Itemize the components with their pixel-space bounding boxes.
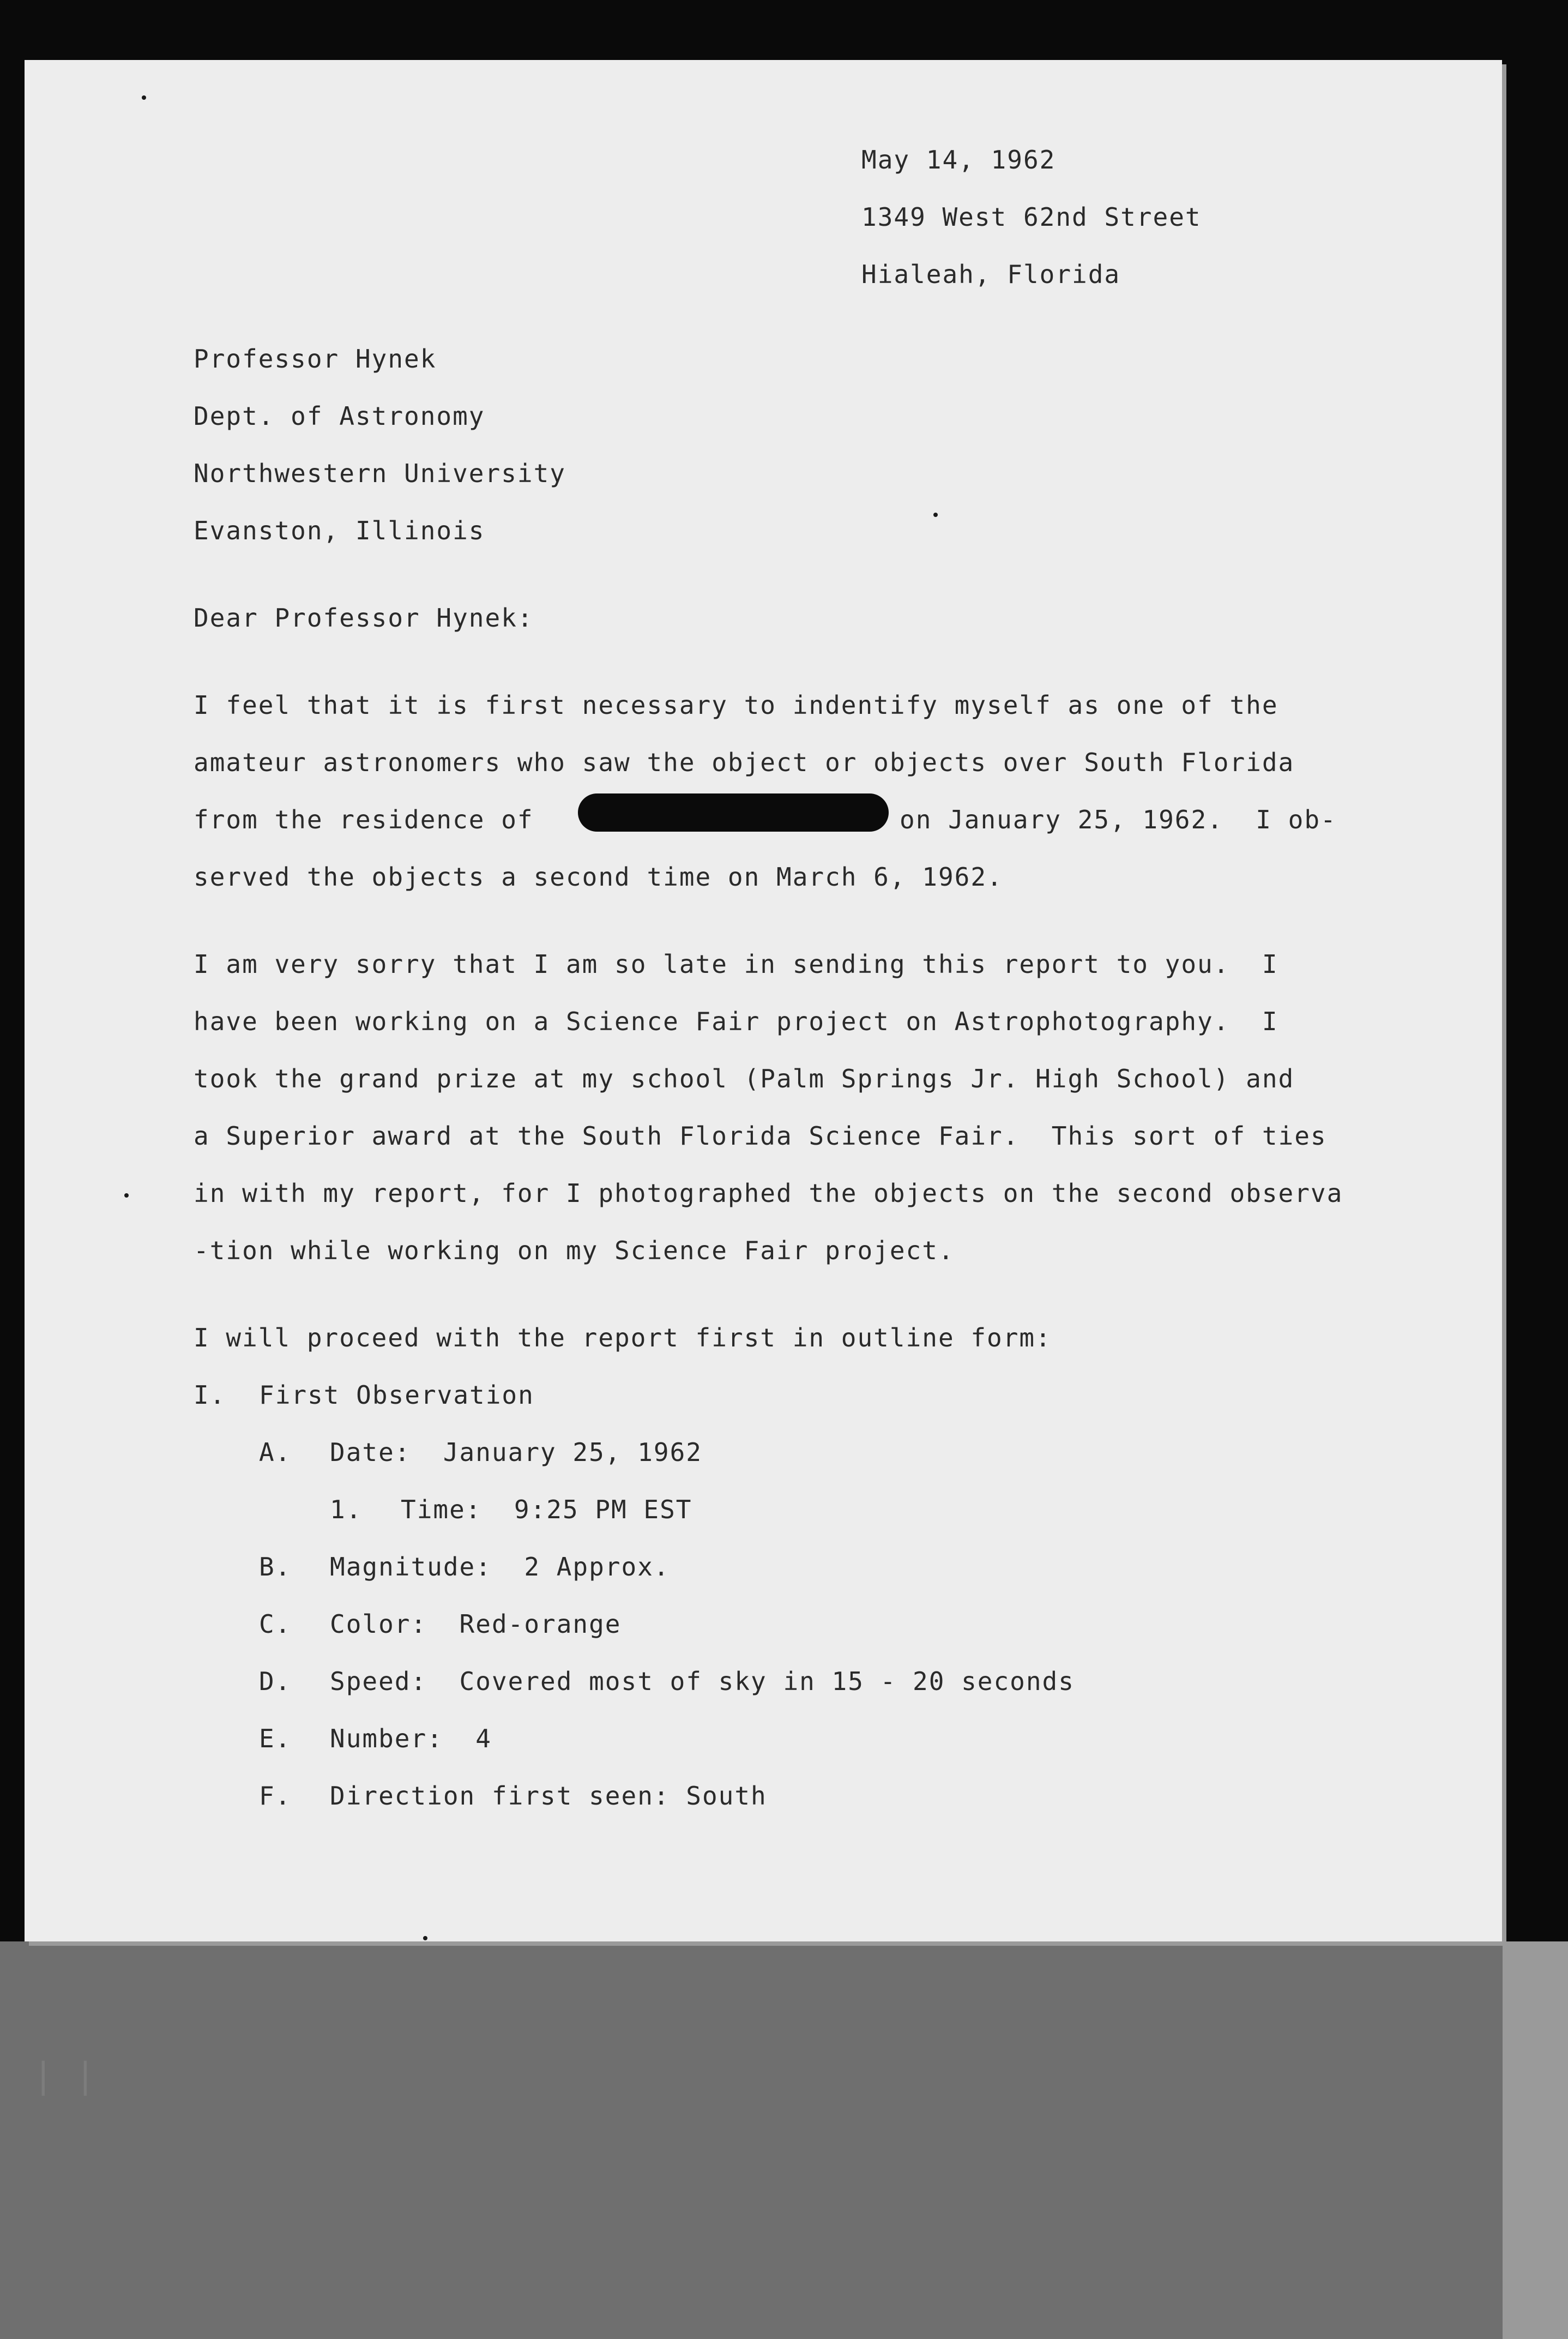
mounting-board-edge [1503, 1941, 1568, 2339]
recipient-city: Evanston, Illinois [194, 516, 485, 545]
paragraph-line: I am very sorry that I am so late in sending this report to you. I [194, 949, 1278, 979]
paragraph-line: took the grand prize at my school (Palm Springs Jr. High School) and [194, 1064, 1295, 1093]
paragraph-line: from the residence of [194, 805, 534, 834]
outline-intro: I will proceed with the report first in outline form: [194, 1323, 1052, 1352]
mounting-board [0, 1941, 1568, 2339]
paragraph-line: -tion while working on my Science Fair project. [194, 1236, 955, 1265]
paragraph-line: served the objects a second time on March 6, 1962. [194, 862, 1003, 892]
paragraph-line: I feel that it is first necessary to indentify myself as one of the [194, 690, 1278, 720]
outline-label: B. [259, 1552, 292, 1582]
paper-speck [423, 1936, 427, 1940]
outline-item-number: Number: 4 [330, 1724, 492, 1753]
outline-label: 1. [330, 1495, 363, 1524]
outline-item-magnitude: Magnitude: 2 Approx. [330, 1552, 670, 1582]
paper-speck [933, 513, 938, 517]
paper-speck [142, 95, 146, 100]
outline-section-title: First Observation [259, 1380, 534, 1410]
paragraph-line: a Superior award at the South Florida Science Fair. This sort of ties [194, 1121, 1327, 1151]
recipient-department: Dept. of Astronomy [194, 401, 485, 431]
paragraph-line: have been working on a Science Fair project on Astrophotography. I [194, 1007, 1278, 1036]
outline-label: C. [259, 1609, 292, 1639]
outline-label: D. [259, 1667, 292, 1696]
recipient-name: Professor Hynek [194, 344, 437, 374]
outline-item-date: Date: January 25, 1962 [330, 1438, 702, 1467]
paragraph-line: on January 25, 1962. I ob- [900, 805, 1337, 834]
letter-date: May 14, 1962 [861, 145, 1056, 175]
outline-item-color: Color: Red-orange [330, 1609, 622, 1639]
outline-section-number: I. [194, 1380, 226, 1410]
outline-label: E. [259, 1724, 292, 1753]
paragraph-line: in with my report, for I photographed the objects on the second observa [194, 1178, 1343, 1208]
city-state: Hialeah, Florida [861, 260, 1121, 289]
street-address: 1349 West 62nd Street [861, 202, 1202, 232]
letter-text [25, 60, 1502, 1941]
redaction-mark [578, 793, 889, 832]
outline-item-direction: Direction first seen: South [330, 1781, 767, 1811]
outline-item-speed: Speed: Covered most of sky in 15 - 20 seconds [330, 1667, 1075, 1696]
outline-label: A. [259, 1438, 292, 1467]
board-mark: | | [33, 2056, 96, 2096]
salutation: Dear Professor Hynek: [194, 603, 534, 633]
outline-label: F. [259, 1781, 292, 1811]
paragraph-line: amateur astronomers who saw the object or objects over South Florida [194, 748, 1295, 777]
paper-speck [124, 1193, 129, 1198]
letter-page [25, 60, 1502, 1941]
recipient-university: Northwestern University [194, 459, 566, 488]
outline-item-time: Time: 9:25 PM EST [401, 1495, 692, 1524]
